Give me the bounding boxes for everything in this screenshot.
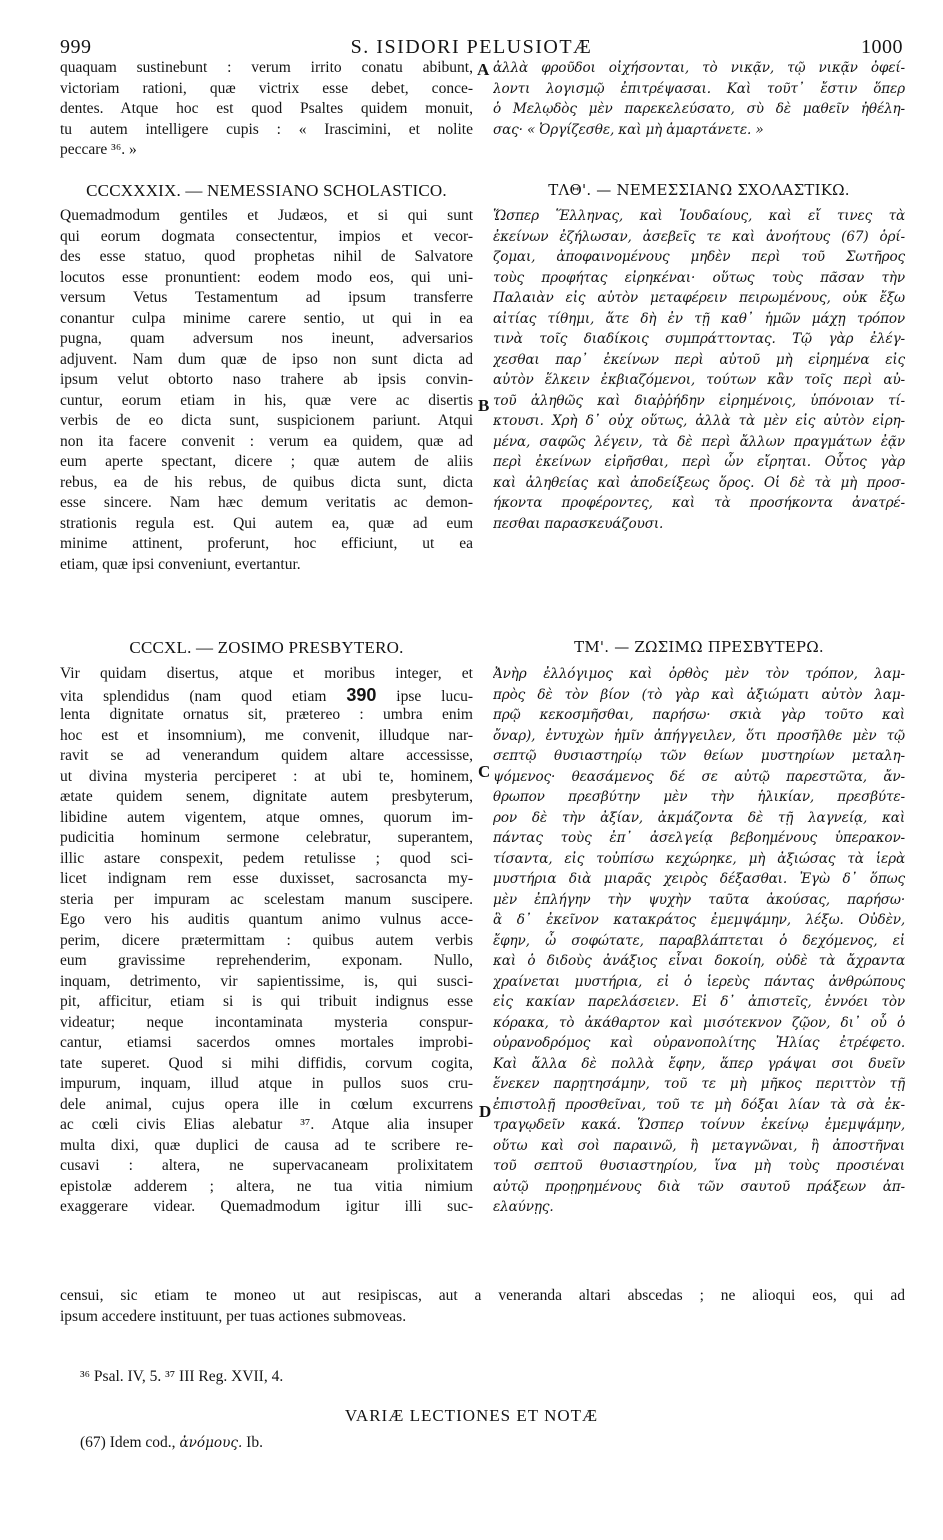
text-line: πάντας τοὺς ἐπ᾽ ἀσελγείᾳ βεβοημένους ὑπερακον- xyxy=(493,830,905,846)
note-greek-word: ἀνόμους. xyxy=(179,1435,243,1451)
greek-letter-339 xyxy=(493,206,905,534)
text-line: perim, dicere prætermittam : quibus autem verbis xyxy=(60,931,473,949)
greek-intro xyxy=(493,58,905,140)
text-line: Ego vero his auditis quantum animo vulnus acce- xyxy=(60,911,473,928)
text-line: ὄναρ), ἐντυχὼν ἡμῖν ἀπήγγειλεν, ὅτι προσῆλθε μὲν τῷ xyxy=(493,727,905,744)
text-line: hoc est et insomnium), me convenit, illudque nar- xyxy=(60,726,473,744)
text-line: des esse statuo, quod prophetas nihil de Salvatore xyxy=(60,248,473,265)
text-line: licet indignam rem esse duxisset, sacrosancta my- xyxy=(60,870,473,887)
text-line: strationis regula est. Qui autem ea, quæ ad eum xyxy=(60,514,473,532)
text-line: eum gravissime reprehenderim, exponam. Nullo, xyxy=(60,952,473,969)
text-line: Vir quidam disertus, atque et moribus integer, et xyxy=(60,665,473,682)
latin-section-heading-340: CCCXL. — ZOSIMO PRESBYTERO. xyxy=(129,638,404,657)
text-line: verbis de eo dicta sunt, suspicionem pariunt. Atqui xyxy=(60,412,473,429)
text-line: illic astare conspexit, pedem retulisse ; quod sci- xyxy=(60,849,473,867)
text-line: ac cœli civis Elias alebatur ³⁷. Atque alia insuper xyxy=(60,1116,473,1133)
column-number-left: 999 xyxy=(60,36,92,58)
text-line: τινὰ τοῖς διαδίκοις συμπράττοντας. Τῷ γὰρ ἐλέγ- xyxy=(493,331,905,347)
text-line: peccare ³⁶. » xyxy=(60,141,137,158)
text-line: Καὶ ἄλλα δὲ πολλὰ ἔφην, ἅπερ γράψαι σοι δυεῖν xyxy=(493,1055,905,1072)
text-line: cantur, etiamsi sacerdos omnes mortales improbi- xyxy=(60,1034,473,1051)
text-line: qui eorum dogmata consectentur, impios et vecor- xyxy=(60,227,473,245)
text-line: victoriam rationi, quæ victrix esse debet, conce- xyxy=(60,79,473,97)
greek-letter-340 xyxy=(493,664,905,1218)
text-line: λοντι λογισμῷ ἐπιτρέψασαι. Καὶ τοῦτ᾽ ἔστιν ὅπερ xyxy=(493,80,905,97)
text-line: Ὥσπερ Ἕλληνας, καὶ Ἰουδαίους, καὶ εἴ τινες τὰ xyxy=(493,208,905,224)
text-line: μυστήρια διὰ μιαρᾶς χειρὸς δέξασθαι. Ἐγὼ δ᾽ ὅπως xyxy=(493,871,905,887)
text-line: impurum, inquam, illud atque in pullos suos cru- xyxy=(60,1075,473,1092)
text-line: exaggerare videar. Quemadmodum igitur illi suc- xyxy=(60,1198,473,1215)
text-line: κόρακα, τὸ ἀκάθαρτον καὶ μισότεκνον ζῷον, δι᾽ οὗ ὁ xyxy=(493,1014,905,1031)
text-line: ὁ Μελῳδὸς μὲν παρεκελεύσατο, σὺ δὲ μαθεῖν ἠθέλη- xyxy=(493,101,905,117)
text-line: ἕνεκεν παρῃτησάμην, τοῦ τε μὴ μῆκος περιττὸν τῇ xyxy=(493,1076,905,1092)
footnotes: ³⁶ Psal. IV, 5. ³⁷ III Reg. XVII, 4. xyxy=(80,1368,284,1385)
text-line: καὶ ὁ διδοὺς ἀνάξιος εἶναι δοκοίη, οὐδὲ τὰ ἄχραντα xyxy=(493,953,905,969)
text-line: ήκοντα προφέροντες, καὶ τὰ προσήκοντα ἀνατρέ- xyxy=(493,495,905,511)
text-line: ἐκείνων ἐζήλωσαν, ἀσεβεῖς τε καὶ ἀνοήτους (67) ὁρί- xyxy=(493,228,905,245)
text-line: χεσθαι παρ᾽ ἐκείνων περὶ αὐτοῦ μὴ εἰρημένα εἰς xyxy=(493,351,905,368)
text-line: τοὺς προφήτας εἰρηκέναι· οὕτως τοὺς πᾶσαν τὴν xyxy=(493,269,905,286)
text-line: steria per impuram ac scelestam manum suscipere. xyxy=(60,890,473,908)
text-line: ipsum accedere instituunt, per tuas actiones submoveas. xyxy=(60,1307,407,1325)
text-line: κτουσι. Χρὴ δ᾽ οὐχ οὕτως, ἀλλὰ τὰ μὲν εἰς αὐτὸν εἰρη- xyxy=(493,413,905,429)
text-fragment: ipse lucu- xyxy=(376,687,473,705)
text-line: ætate quidem senem, dignitate autem presbyterum, xyxy=(60,788,473,805)
margin-marker-a: A xyxy=(477,60,490,79)
text-line: pit, afficitur, etiam si is qui tribuit indignus esse xyxy=(60,993,473,1010)
text-line: esse sincere. Nam hæc demum veritatis ac demon- xyxy=(60,494,473,511)
text-line: locutos esse pronuntient: eodem modo eos, qui uni- xyxy=(60,268,473,286)
page-marker-390: 390 xyxy=(346,684,377,705)
text-line: αὐτὸν ἕλκειν ἐκβιαζόμενοι, τούτων κἂν τοῖς περὶ αὐ- xyxy=(493,372,905,388)
text-line: Quemadmodum gentiles et Judæos, et si qui sunt xyxy=(60,207,473,224)
text-line: ἔφην, ὦ σοφώτατε, παραβλάπτεται ὁ δεχόμενος, εἰ xyxy=(493,932,905,949)
text-line: αὐτῷ προῃρημένους διὰ τῶν σαυτοῦ πράξεων ἀπ- xyxy=(493,1178,905,1195)
text-line: cusavi : altera, ne supervacaneam prolixitatem xyxy=(60,1157,473,1174)
latin-section-heading-339: CCCXXXIX. — NEMESSIANO SCHOLASTICO. xyxy=(86,181,447,200)
greek-section-heading-340: ΤΜ'. — ΖΩΣΙΜΩ ΠΡΕΣΒΥΤΕΡΩ. xyxy=(574,638,824,656)
latin-letter-339 xyxy=(60,206,473,575)
margin-marker-c: C xyxy=(478,762,491,781)
text-line: quaquam sustinebunt : verum irrito conatu abibunt, xyxy=(60,59,473,76)
text-line: πεσθαι παρασκευάζουσι. xyxy=(493,515,664,532)
text-line: ἐπιστολῇ προσθεῖναι, τοῦ τε μὴ δόξαι λίαν τὰ σὰ ἐκ- xyxy=(493,1096,905,1113)
text-line: τίσαντα, εἰς τοὐπίσω κεχώρηκε, μὴ ἀξιώσας τὰ ἱερὰ xyxy=(493,850,905,867)
text-line: versum Vetus Testamentum ad ipsum transferre xyxy=(60,289,473,306)
greek-section-heading-339: ΤΛΘ'. — ΝΕΜΕΣΣΙΑΝΩ ΣΧΟΛΑΣΤΙΚΩ. xyxy=(548,181,850,199)
text-line: εἰς κακίαν παρελάσειεν. Εἰ δ᾽ ἀπιστεῖς, ἐννόει τὸν xyxy=(493,994,905,1010)
text-line: Παλαιὰν εἰς αὐτὸν μεταφέρειν πειρωμένους, οὐκ ἔξω xyxy=(493,290,905,306)
text-line: etiam, quæ ipsi conveniunt, evertantur. xyxy=(60,555,301,573)
text-line: τοῦ ἀληθῶς καὶ διαῤῥήδην εἰρημένοις, ὑπόνοιαν τί- xyxy=(493,392,905,409)
text-line: τοῦ σεπτοῦ θυσιαστηρίου, ἵνα μὴ τοὺς προσιέναι xyxy=(493,1158,905,1174)
text-fragment: vita splendidus (nam quod etiam xyxy=(60,687,347,705)
running-title: S. ISIDORI PELUSIOTÆ xyxy=(350,36,593,58)
text-line: σας· « Ὀργίζεσθε, καὶ μὴ ἁμαρτάνετε. » xyxy=(493,121,764,138)
text-line: ρον δὲ τὴν ἀξίαν, ἀκμάζοντα δὲ τῇ λαγνείᾳ, καὶ xyxy=(493,809,905,826)
text-line: epistolæ adderem ; altera, ne tua vitia nimium xyxy=(60,1177,473,1195)
note-text: (67) Idem cod., xyxy=(80,1434,180,1451)
text-line: ελαύνῃς. xyxy=(493,1199,554,1215)
text-line-with-page-marker xyxy=(60,685,473,706)
text-line: σεπτῷ θυσιαστηρίῳ τῶν θείων μυστηρίων μεταλη- xyxy=(493,748,905,764)
latin-closing xyxy=(60,1286,905,1327)
text-line: ψόμενος· θεασάμενος δέ σε αὐτῷ παρεστῶτα, ἄν- xyxy=(493,768,905,785)
text-line: χραίνεται μυστήρια, εἰ ὁ ἱερεὺς πάντας ἀνθρώπους xyxy=(493,973,905,990)
text-line: αἰτίας τίθημι, ἅτε δὴ ἐν τῇ καθ᾽ ἡμῶν μάχῃ τρόπον xyxy=(493,310,905,327)
text-line: μένα, σαφῶς λέγειν, τὰ δὲ περὶ ἄλλων πραγμάτων ἐᾷν xyxy=(493,433,905,450)
variae-lectiones-heading: VARIÆ LECTIONES ET NOTÆ xyxy=(344,1406,599,1425)
note-text: Ib. xyxy=(242,1434,263,1451)
text-line: censui, sic etiam te moneo ut aut resipiscas, aut a veneranda altari abscedas ; ne alioqui eos, qui ad xyxy=(60,1287,905,1304)
text-line: Ἀνὴρ ἐλλόγιμος καὶ ὀρθὸς μὲν τὸν τρόπον, λαμ- xyxy=(493,666,905,682)
text-line: dentes. Atque hoc est quod Psaltes quidem monuit, xyxy=(60,100,473,117)
text-line: tate superet. Quod si mihi diffidis, corvum cogita, xyxy=(60,1054,473,1072)
text-line: conantur culpa minime carere sentio, ut qui in ea xyxy=(60,309,473,327)
text-line: inquam, detrimento, vir sapientissime, is, qui susci- xyxy=(60,972,473,990)
text-line: οὐρανοδρόμος καὶ οὐρανοπολίτης Ἠλίας ἐτρέφετο. xyxy=(493,1035,905,1051)
text-line: rebus, ea de his rebus, de quibus dicta sunt, dicta xyxy=(60,473,473,491)
text-line: ravit se ad venerandum quidem altare accessisse, xyxy=(60,747,473,764)
text-line: καὶ ἀληθείας καὶ ἀποδείξεως ὅρος. Οἱ δὲ τὰ μὴ προσ- xyxy=(493,474,905,491)
text-line: videatur; neque incontaminata mysteria conspur- xyxy=(60,1013,473,1031)
text-line: multa dixi, quæ duplici de causa ad te scribere re- xyxy=(60,1136,473,1154)
text-line: τραγῳδεῖν κακά. Ὥσπερ τοίνυν ἐκείνῳ ἐμεμψάμην, xyxy=(493,1117,905,1133)
text-line: οὕτω καὶ σοὶ παραινῶ, ἢ μεταγνῶναι, ἢ ἀποστῆναι xyxy=(493,1137,905,1154)
text-line: ipsum velut obtorto naso trahere ab ipsis convin- xyxy=(60,371,473,388)
text-line: ζομαι, ἀποφαινομένους μηδὲν περὶ τοῦ Σωτῆρος xyxy=(493,249,905,265)
text-line: lenta dignitate ornatus sit, prætereo : umbra enim xyxy=(60,706,473,723)
latin-intro xyxy=(60,58,473,161)
text-line: περὶ ἐκείνων εἰρῆσθαι, περὶ ὧν εἴρηται. Οὗτος γὰρ xyxy=(493,454,905,470)
variae-note-67 xyxy=(80,1434,263,1452)
text-line: adjuvent. Nam dum quæ de ipso non sunt dicta ad xyxy=(60,350,473,368)
text-line: πρῷ κεκοσμῆσθαι, παρήσω· σκιὰ γὰρ τοῦτο καὶ xyxy=(493,707,905,723)
text-line: pudicitia hominum sermone celebratur, superantem, xyxy=(60,829,473,846)
margin-marker-d: D xyxy=(479,1102,492,1121)
text-line: μὲν ἐπλήγην τὴν ψυχὴν ταῦτα ἀκούσας, παρήσω· xyxy=(493,891,905,908)
text-line: minime attinent, proferunt, hoc efficiunt, ut ea xyxy=(60,535,473,552)
text-line: eum aperte spectant, dicere ; quæ autem de aliis xyxy=(60,453,473,470)
text-line: ἀλλὰ φροῦδοι οἰχήσονται, τὸ νικᾷν, τῷ νικᾷν ὀφεί- xyxy=(493,60,905,76)
text-line: tu autem intelligere cupis : « Irascimini, et nolite xyxy=(60,120,473,138)
text-line: dele animal, cujus opera ille in cœlum excurrens xyxy=(60,1095,473,1113)
margin-marker-b: B xyxy=(478,396,490,415)
text-line: πρὸς δὲ τὸν βίον (τὸ γὰρ καὶ ἀξιώματι αὐτὸν λαμ- xyxy=(493,686,905,703)
text-line: libidine autem vigentem, atque omnes, quorum im- xyxy=(60,808,473,826)
text-line: non ita facere convenit : verum ea quidem, quæ ad xyxy=(60,432,473,450)
text-line: θρωπον πρεσβύτην μὲν τὴν ἡλικίαν, πρεσβύτε- xyxy=(493,789,905,805)
latin-letter-340 xyxy=(60,664,473,1218)
text-line: ut divina mysteria perciperet : at ubi te, hominem, xyxy=(60,767,473,785)
text-line: ἃ δ᾽ ἐκεῖνον κατακράτος ἐμεμψάμην, λέξω. Οὐδὲν, xyxy=(493,912,905,928)
column-number-right: 1000 xyxy=(861,36,903,58)
text-line: cuntur, eorum etiam in his, quæ vere ac disertis xyxy=(60,391,473,409)
text-line: pugna, quam adversum nos ineunt, adversarios xyxy=(60,330,473,347)
